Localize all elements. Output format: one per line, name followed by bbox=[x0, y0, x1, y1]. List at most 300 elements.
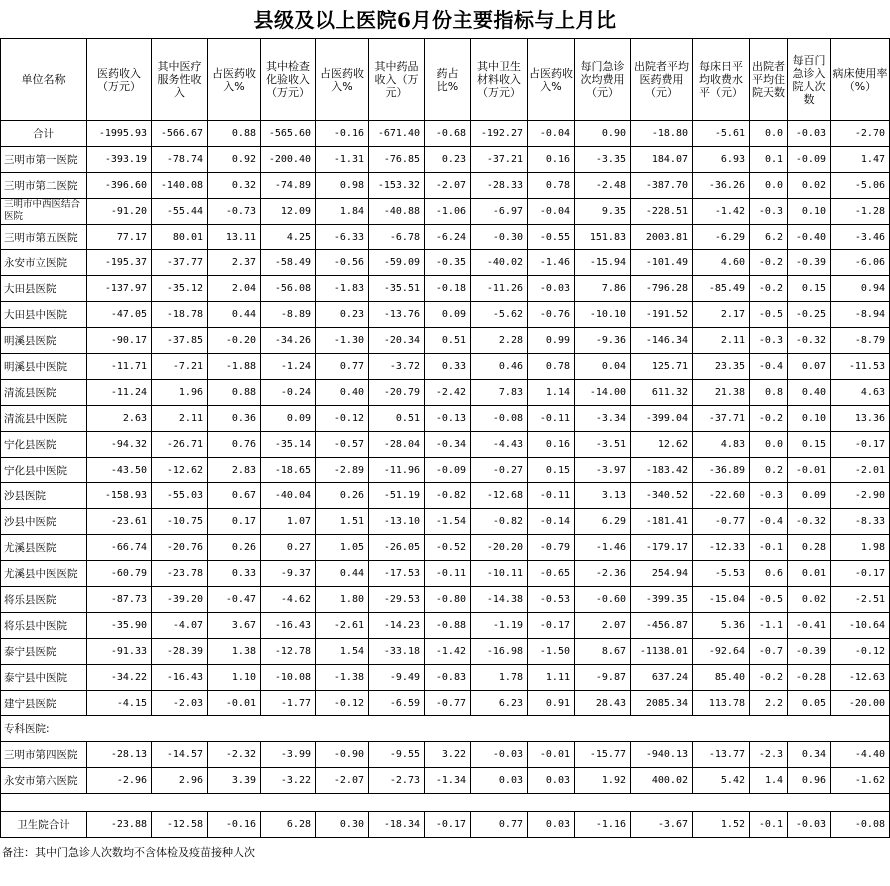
value-cell: 1.84 bbox=[316, 198, 369, 224]
value-cell: -0.47 bbox=[208, 587, 261, 613]
value-cell: -0.11 bbox=[528, 483, 575, 509]
value-cell: -0.56 bbox=[316, 250, 369, 276]
value-cell: -40.04 bbox=[261, 483, 316, 509]
value-cell: -191.52 bbox=[631, 302, 693, 328]
value-cell: -13.76 bbox=[369, 302, 425, 328]
value-cell: -26.71 bbox=[152, 431, 208, 457]
value-cell: 0.98 bbox=[316, 172, 369, 198]
unit-name-cell: 将乐县中医院 bbox=[1, 612, 87, 638]
value-cell: -11.24 bbox=[87, 379, 152, 405]
value-cell: 1.07 bbox=[261, 509, 316, 535]
unit-name-cell: 建宁县医院 bbox=[1, 690, 87, 716]
value-cell: -158.93 bbox=[87, 483, 152, 509]
value-cell: 0.17 bbox=[208, 509, 261, 535]
value-cell: -76.85 bbox=[369, 146, 425, 172]
value-cell: -9.87 bbox=[575, 664, 631, 690]
value-cell: 0.88 bbox=[208, 121, 261, 147]
column-header: 其中药品收入（万元） bbox=[369, 39, 425, 121]
unit-name-cell: 尤溪县中医医院 bbox=[1, 561, 87, 587]
column-header: 其中检查化验收入（万元） bbox=[261, 39, 316, 121]
value-cell: -0.82 bbox=[471, 509, 528, 535]
value-cell: -2.3 bbox=[750, 742, 788, 768]
value-cell: -60.79 bbox=[87, 561, 152, 587]
value-cell: 3.13 bbox=[575, 483, 631, 509]
value-cell: -0.14 bbox=[528, 509, 575, 535]
value-cell: -0.03 bbox=[528, 276, 575, 302]
value-cell: -4.07 bbox=[152, 612, 208, 638]
value-cell: -0.03 bbox=[788, 121, 831, 147]
value-cell: -35.90 bbox=[87, 612, 152, 638]
value-cell: -9.36 bbox=[575, 328, 631, 354]
value-cell: 0.90 bbox=[575, 121, 631, 147]
value-cell: -6.06 bbox=[831, 250, 890, 276]
value-cell: -0.2 bbox=[750, 276, 788, 302]
value-cell: -0.17 bbox=[425, 812, 471, 838]
value-cell: 21.38 bbox=[693, 379, 750, 405]
unit-name-cell: 三明市第一医院 bbox=[1, 146, 87, 172]
section-label: 专科医院: bbox=[1, 716, 890, 742]
value-cell: -2.96 bbox=[87, 768, 152, 794]
table-row bbox=[1, 276, 890, 302]
value-cell: 0.1 bbox=[750, 146, 788, 172]
value-cell: 3.39 bbox=[208, 768, 261, 794]
value-cell: 113.78 bbox=[693, 690, 750, 716]
column-header: 其中医疗服务性收入 bbox=[152, 39, 208, 121]
value-cell: -0.3 bbox=[750, 198, 788, 224]
value-cell: -1.88 bbox=[208, 354, 261, 380]
value-cell: -0.28 bbox=[788, 664, 831, 690]
value-cell: 8.67 bbox=[575, 638, 631, 664]
value-cell: -340.52 bbox=[631, 483, 693, 509]
value-cell: 9.35 bbox=[575, 198, 631, 224]
value-cell: -9.55 bbox=[369, 742, 425, 768]
column-header: 药占比% bbox=[425, 39, 471, 121]
value-cell: -0.7 bbox=[750, 638, 788, 664]
value-cell: 0.67 bbox=[208, 483, 261, 509]
value-cell: -28.39 bbox=[152, 638, 208, 664]
value-cell: -228.51 bbox=[631, 198, 693, 224]
value-cell: 0.03 bbox=[528, 812, 575, 838]
value-cell: -200.40 bbox=[261, 146, 316, 172]
value-cell: -66.74 bbox=[87, 535, 152, 561]
value-cell: 0.10 bbox=[788, 198, 831, 224]
value-cell: -23.78 bbox=[152, 561, 208, 587]
table-row bbox=[1, 561, 890, 587]
table-row bbox=[1, 328, 890, 354]
value-cell: 0.02 bbox=[788, 172, 831, 198]
value-cell: 0.92 bbox=[208, 146, 261, 172]
value-cell: -3.51 bbox=[575, 431, 631, 457]
value-cell: 3.67 bbox=[208, 612, 261, 638]
value-cell: -0.90 bbox=[316, 742, 369, 768]
value-cell: -146.34 bbox=[631, 328, 693, 354]
value-cell: 2.37 bbox=[208, 250, 261, 276]
unit-name-cell: 永安市立医院 bbox=[1, 250, 87, 276]
value-cell: -16.98 bbox=[471, 638, 528, 664]
value-cell: -2.01 bbox=[831, 457, 890, 483]
value-cell: -101.49 bbox=[631, 250, 693, 276]
value-cell: -6.24 bbox=[425, 224, 471, 250]
value-cell: -192.27 bbox=[471, 121, 528, 147]
table-row bbox=[1, 172, 890, 198]
value-cell: -28.13 bbox=[87, 742, 152, 768]
value-cell: -34.22 bbox=[87, 664, 152, 690]
value-cell: 2.96 bbox=[152, 768, 208, 794]
value-cell: -37.77 bbox=[152, 250, 208, 276]
value-cell: 2.2 bbox=[750, 690, 788, 716]
value-cell: 0.09 bbox=[788, 483, 831, 509]
value-cell: -0.09 bbox=[425, 457, 471, 483]
value-cell: -12.58 bbox=[152, 812, 208, 838]
value-cell: -8.89 bbox=[261, 302, 316, 328]
value-cell: 1.51 bbox=[316, 509, 369, 535]
value-cell: 0.0 bbox=[750, 121, 788, 147]
value-cell: -2.42 bbox=[425, 379, 471, 405]
value-cell: -0.53 bbox=[528, 587, 575, 613]
value-cell: -17.53 bbox=[369, 561, 425, 587]
value-cell: 1.10 bbox=[208, 664, 261, 690]
value-cell: 400.02 bbox=[631, 768, 693, 794]
value-cell: -0.13 bbox=[425, 405, 471, 431]
value-cell: -0.73 bbox=[208, 198, 261, 224]
value-cell: 2.63 bbox=[87, 405, 152, 431]
value-cell: -0.41 bbox=[788, 612, 831, 638]
value-cell: -59.09 bbox=[369, 250, 425, 276]
table-row bbox=[1, 535, 890, 561]
table-row bbox=[1, 638, 890, 664]
value-cell: -34.26 bbox=[261, 328, 316, 354]
value-cell: -26.05 bbox=[369, 535, 425, 561]
value-cell: -90.17 bbox=[87, 328, 152, 354]
value-cell: -0.11 bbox=[528, 405, 575, 431]
value-cell: 5.36 bbox=[693, 612, 750, 638]
column-header: 医药收入（万元） bbox=[87, 39, 152, 121]
value-cell: -4.40 bbox=[831, 742, 890, 768]
value-cell: 4.60 bbox=[693, 250, 750, 276]
value-cell: -0.27 bbox=[471, 457, 528, 483]
column-header-unit: 单位名称 bbox=[1, 39, 87, 121]
value-cell: -40.02 bbox=[471, 250, 528, 276]
value-cell: 2.11 bbox=[693, 328, 750, 354]
value-cell: -11.53 bbox=[831, 354, 890, 380]
value-cell: -0.4 bbox=[750, 354, 788, 380]
value-cell: -5.62 bbox=[471, 302, 528, 328]
value-cell: -0.3 bbox=[750, 483, 788, 509]
value-cell: -10.64 bbox=[831, 612, 890, 638]
header-row bbox=[1, 39, 890, 121]
table-row bbox=[1, 146, 890, 172]
unit-name-cell: 三明市第四医院 bbox=[1, 742, 87, 768]
unit-name-cell: 三明市中西医结合医院 bbox=[1, 198, 87, 224]
value-cell: -35.51 bbox=[369, 276, 425, 302]
value-cell: 1.52 bbox=[693, 812, 750, 838]
value-cell: 0.78 bbox=[528, 172, 575, 198]
value-cell: -78.74 bbox=[152, 146, 208, 172]
value-cell: -28.04 bbox=[369, 431, 425, 457]
value-cell: -28.33 bbox=[471, 172, 528, 198]
value-cell: -1.16 bbox=[575, 812, 631, 838]
value-cell: -40.88 bbox=[369, 198, 425, 224]
value-cell: 7.83 bbox=[471, 379, 528, 405]
value-cell: -0.24 bbox=[261, 379, 316, 405]
unit-name-cell: 沙县医院 bbox=[1, 483, 87, 509]
column-header: 占医药收入% bbox=[528, 39, 575, 121]
value-cell: -566.67 bbox=[152, 121, 208, 147]
value-cell: -43.50 bbox=[87, 457, 152, 483]
value-cell: -10.75 bbox=[152, 509, 208, 535]
value-cell: -23.88 bbox=[87, 812, 152, 838]
value-cell: -9.37 bbox=[261, 561, 316, 587]
value-cell: -2.70 bbox=[831, 121, 890, 147]
value-cell: -1.46 bbox=[575, 535, 631, 561]
value-cell: -11.26 bbox=[471, 276, 528, 302]
value-cell: 1.92 bbox=[575, 768, 631, 794]
value-cell: -0.77 bbox=[425, 690, 471, 716]
value-cell: 0.77 bbox=[471, 812, 528, 838]
value-cell: -20.79 bbox=[369, 379, 425, 405]
value-cell: -0.32 bbox=[788, 328, 831, 354]
value-cell: -6.78 bbox=[369, 224, 425, 250]
value-cell: 0.40 bbox=[316, 379, 369, 405]
value-cell: -0.01 bbox=[788, 457, 831, 483]
value-cell: -5.06 bbox=[831, 172, 890, 198]
value-cell: -0.83 bbox=[425, 664, 471, 690]
value-cell: -18.78 bbox=[152, 302, 208, 328]
value-cell: -456.87 bbox=[631, 612, 693, 638]
value-cell: -0.39 bbox=[788, 638, 831, 664]
value-cell: -12.33 bbox=[693, 535, 750, 561]
spacer-row bbox=[1, 794, 890, 812]
value-cell: 4.25 bbox=[261, 224, 316, 250]
value-cell: -399.04 bbox=[631, 405, 693, 431]
value-cell: -1138.01 bbox=[631, 638, 693, 664]
unit-name-cell: 三明市第五医院 bbox=[1, 224, 87, 250]
value-cell: 0.8 bbox=[750, 379, 788, 405]
value-cell: -3.22 bbox=[261, 768, 316, 794]
unit-name-cell: 清流县中医院 bbox=[1, 405, 87, 431]
value-cell: -7.21 bbox=[152, 354, 208, 380]
table-row bbox=[1, 457, 890, 483]
value-cell: -12.63 bbox=[831, 664, 890, 690]
column-header: 出院者平均住院天数 bbox=[750, 39, 788, 121]
value-cell: 77.17 bbox=[87, 224, 152, 250]
value-cell: -6.59 bbox=[369, 690, 425, 716]
table-row bbox=[1, 250, 890, 276]
value-cell: -13.77 bbox=[693, 742, 750, 768]
unit-name-cell: 大田县医院 bbox=[1, 276, 87, 302]
value-cell: -0.88 bbox=[425, 612, 471, 638]
value-cell: 1.14 bbox=[528, 379, 575, 405]
table-row bbox=[1, 509, 890, 535]
value-cell: -0.03 bbox=[471, 742, 528, 768]
value-cell: -0.80 bbox=[425, 587, 471, 613]
value-cell: -1.06 bbox=[425, 198, 471, 224]
value-cell: -74.89 bbox=[261, 172, 316, 198]
value-cell: 85.40 bbox=[693, 664, 750, 690]
value-cell: -2.07 bbox=[425, 172, 471, 198]
value-cell: -0.65 bbox=[528, 561, 575, 587]
value-cell: 0.09 bbox=[425, 302, 471, 328]
value-cell: 0.32 bbox=[208, 172, 261, 198]
value-cell: -1995.93 bbox=[87, 121, 152, 147]
table-row bbox=[1, 690, 890, 716]
value-cell: 1.47 bbox=[831, 146, 890, 172]
value-cell: -4.43 bbox=[471, 431, 528, 457]
value-cell: -12.68 bbox=[471, 483, 528, 509]
value-cell: -0.01 bbox=[528, 742, 575, 768]
value-cell: -36.89 bbox=[693, 457, 750, 483]
value-cell: 2.11 bbox=[152, 405, 208, 431]
value-cell: 2.28 bbox=[471, 328, 528, 354]
value-cell: 0.15 bbox=[788, 431, 831, 457]
value-cell: -0.01 bbox=[208, 690, 261, 716]
value-cell: 0.33 bbox=[425, 354, 471, 380]
value-cell: -0.1 bbox=[750, 535, 788, 561]
value-cell: -2.61 bbox=[316, 612, 369, 638]
value-cell: -0.16 bbox=[208, 812, 261, 838]
value-cell: -0.82 bbox=[425, 483, 471, 509]
value-cell: -0.04 bbox=[528, 121, 575, 147]
value-cell: -8.94 bbox=[831, 302, 890, 328]
value-cell: 13.36 bbox=[831, 405, 890, 431]
value-cell: 184.07 bbox=[631, 146, 693, 172]
value-cell: -6.29 bbox=[693, 224, 750, 250]
value-cell: -3.35 bbox=[575, 146, 631, 172]
value-cell: -796.28 bbox=[631, 276, 693, 302]
value-cell: 1.38 bbox=[208, 638, 261, 664]
value-cell: -0.18 bbox=[425, 276, 471, 302]
column-header: 每床日平均收费水平（元） bbox=[693, 39, 750, 121]
value-cell: 0.44 bbox=[208, 302, 261, 328]
value-cell: -2.32 bbox=[208, 742, 261, 768]
value-cell: -3.67 bbox=[631, 812, 693, 838]
column-header: 其中卫生材料收入（万元） bbox=[471, 39, 528, 121]
value-cell: -47.05 bbox=[87, 302, 152, 328]
value-cell: -2.03 bbox=[152, 690, 208, 716]
value-cell: -3.46 bbox=[831, 224, 890, 250]
value-cell: 1.80 bbox=[316, 587, 369, 613]
value-cell: -6.33 bbox=[316, 224, 369, 250]
table-row bbox=[1, 198, 890, 224]
value-cell: -2.51 bbox=[831, 587, 890, 613]
value-cell: -37.71 bbox=[693, 405, 750, 431]
value-cell: 12.62 bbox=[631, 431, 693, 457]
table-row bbox=[1, 812, 890, 838]
unit-name-cell: 明溪县医院 bbox=[1, 328, 87, 354]
value-cell: -0.77 bbox=[693, 509, 750, 535]
value-cell: -1.77 bbox=[261, 690, 316, 716]
value-cell: 0.15 bbox=[788, 276, 831, 302]
value-cell: -0.2 bbox=[750, 250, 788, 276]
value-cell: -5.61 bbox=[693, 121, 750, 147]
value-cell: -1.38 bbox=[316, 664, 369, 690]
value-cell: 0.76 bbox=[208, 431, 261, 457]
value-cell: 0.46 bbox=[471, 354, 528, 380]
value-cell: -1.19 bbox=[471, 612, 528, 638]
value-cell: -0.68 bbox=[425, 121, 471, 147]
value-cell: -0.12 bbox=[316, 690, 369, 716]
value-cell: -14.00 bbox=[575, 379, 631, 405]
value-cell: -0.32 bbox=[788, 509, 831, 535]
value-cell: -671.40 bbox=[369, 121, 425, 147]
value-cell: 0.34 bbox=[788, 742, 831, 768]
value-cell: -5.53 bbox=[693, 561, 750, 587]
value-cell: -183.42 bbox=[631, 457, 693, 483]
unit-name-cell: 合计 bbox=[1, 121, 87, 147]
value-cell: -1.31 bbox=[316, 146, 369, 172]
unit-name-cell: 将乐县医院 bbox=[1, 587, 87, 613]
value-cell: 637.24 bbox=[631, 664, 693, 690]
value-cell: -2.90 bbox=[831, 483, 890, 509]
value-cell: 0.23 bbox=[316, 302, 369, 328]
value-cell: -0.2 bbox=[750, 664, 788, 690]
value-cell: 0.0 bbox=[750, 431, 788, 457]
table-body bbox=[1, 121, 890, 838]
column-header: 每门急诊次均费用（元） bbox=[575, 39, 631, 121]
spacer-cell bbox=[1, 794, 890, 812]
value-cell: 6.23 bbox=[471, 690, 528, 716]
value-cell: 4.83 bbox=[693, 431, 750, 457]
value-cell: 1.96 bbox=[152, 379, 208, 405]
value-cell: -0.03 bbox=[788, 812, 831, 838]
value-cell: 2003.81 bbox=[631, 224, 693, 250]
value-cell: 0.26 bbox=[316, 483, 369, 509]
value-cell: 0.44 bbox=[316, 561, 369, 587]
value-cell: -0.16 bbox=[316, 121, 369, 147]
value-cell: -399.35 bbox=[631, 587, 693, 613]
value-cell: 2085.34 bbox=[631, 690, 693, 716]
value-cell: 0.78 bbox=[528, 354, 575, 380]
value-cell: -393.19 bbox=[87, 146, 152, 172]
table-row bbox=[1, 483, 890, 509]
value-cell: -0.5 bbox=[750, 302, 788, 328]
table-row bbox=[1, 121, 890, 147]
value-cell: -58.49 bbox=[261, 250, 316, 276]
value-cell: -0.3 bbox=[750, 328, 788, 354]
unit-name-cell: 泰宁县中医院 bbox=[1, 664, 87, 690]
value-cell: -0.34 bbox=[425, 431, 471, 457]
value-cell: -0.17 bbox=[831, 431, 890, 457]
value-cell: 23.35 bbox=[693, 354, 750, 380]
page-title: 县级及以上医院6月份主要指标与上月比 bbox=[253, 8, 617, 32]
table-row bbox=[1, 768, 890, 794]
value-cell: -12.78 bbox=[261, 638, 316, 664]
value-cell: -0.40 bbox=[788, 224, 831, 250]
unit-name-cell: 卫生院合计 bbox=[1, 812, 87, 838]
value-cell: 5.42 bbox=[693, 768, 750, 794]
value-cell: -0.76 bbox=[528, 302, 575, 328]
value-cell: -94.32 bbox=[87, 431, 152, 457]
value-cell: 0.09 bbox=[261, 405, 316, 431]
value-cell: -8.79 bbox=[831, 328, 890, 354]
value-cell: 0.03 bbox=[471, 768, 528, 794]
unit-name-cell: 明溪县中医院 bbox=[1, 354, 87, 380]
value-cell: -137.97 bbox=[87, 276, 152, 302]
table-row bbox=[1, 224, 890, 250]
table-row bbox=[1, 587, 890, 613]
value-cell: 4.63 bbox=[831, 379, 890, 405]
column-header: 出院者平均医药费用（元） bbox=[631, 39, 693, 121]
value-cell: -15.94 bbox=[575, 250, 631, 276]
value-cell: 0.28 bbox=[788, 535, 831, 561]
value-cell: -37.85 bbox=[152, 328, 208, 354]
value-cell: -0.79 bbox=[528, 535, 575, 561]
value-cell: -12.62 bbox=[152, 457, 208, 483]
value-cell: 2.83 bbox=[208, 457, 261, 483]
value-cell: -0.08 bbox=[471, 405, 528, 431]
value-cell: -10.10 bbox=[575, 302, 631, 328]
value-cell: 0.04 bbox=[575, 354, 631, 380]
